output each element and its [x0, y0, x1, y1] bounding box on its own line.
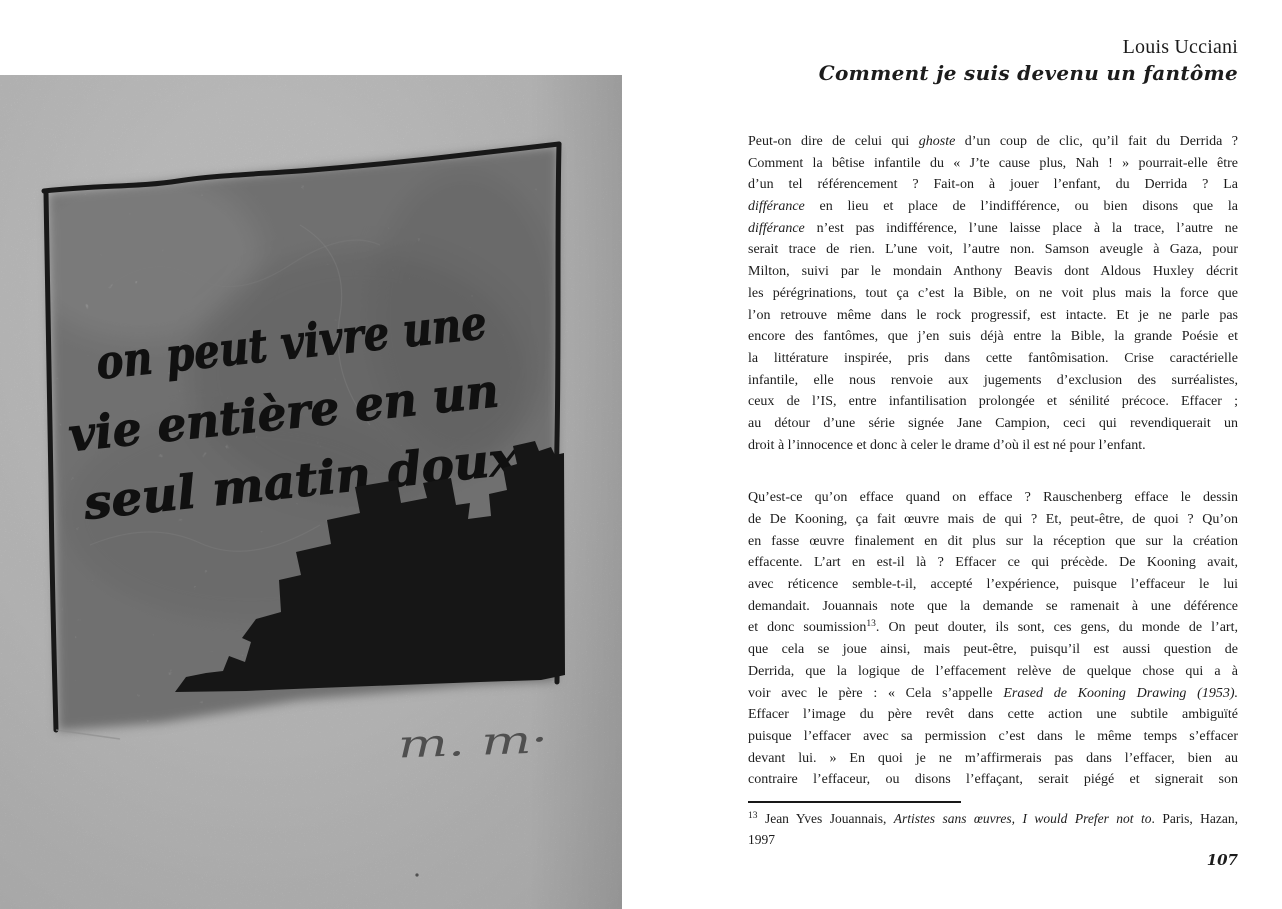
text-line — [748, 639, 1238, 661]
body-paragraph — [748, 487, 1238, 791]
text-line — [748, 617, 1238, 639]
text-line — [748, 131, 1238, 153]
body-text-segment: Jean Yves Jouannais, — [757, 811, 894, 826]
body-text-segment: Derrida, que la logique de l’effacement relève de quelque chose qui a à — [748, 663, 1238, 679]
text-line — [748, 829, 1238, 850]
italic-text: ghoste — [918, 134, 956, 149]
body-text-segment: d’un coup de clic, qu’il fait du Derrida ? — [955, 134, 1238, 149]
body-text-segment: effacente. L’art en est-il là ? Effacer ce qui précède. De Kooning avait, — [748, 555, 1238, 571]
footnote — [748, 808, 1238, 850]
body-text-segment: en lieu et place de l’indifférence, ou bien disons que la — [804, 199, 1238, 215]
body-text-segment: Qu’est-ce qu’on efface quand on efface ? Rauschenberg efface le dessin — [748, 490, 1238, 506]
text-line — [748, 596, 1238, 618]
text-line — [748, 370, 1238, 392]
text-line — [748, 196, 1238, 218]
footnote-marker: 13 — [866, 619, 876, 630]
text-line — [748, 748, 1238, 770]
page-number: 107 — [1206, 851, 1238, 869]
body-text-segment: droit à l’innocence et donc à celer le drame d’où il est né pour l’enfant. — [748, 437, 1146, 453]
body-text-segment: Milton, suivi par le mondain Anthony Beavis dont Aldous Huxley décrit — [748, 264, 1238, 280]
text-line — [748, 261, 1238, 283]
body-text-segment: la littérature inspirée, pris dans cette fantômisation. Crise caractérielle — [748, 350, 1238, 366]
body-text-segment: d’un tel référencement ? Fait-on à jouer l’enfant, du Derrida ? La — [748, 177, 1238, 193]
text-line — [748, 239, 1238, 261]
body-text-segment: infantile, elle nous renvoie aux jugements d’exclusion des surréalistes, — [748, 372, 1238, 388]
body-text-segment: 1997 — [748, 832, 775, 847]
right-page — [748, 0, 1238, 909]
body-text-segment: voir avec le père : « Cela s’appelle — [748, 685, 1004, 701]
handwritten-inscription-line-2: vie entière en un — [66, 362, 505, 463]
italic-text: différance — [748, 199, 805, 215]
body-text-segment: serait trace de rien. L’une voit, l’autre non. Samson aveugle à Gaza, pour — [748, 242, 1238, 258]
handwritten-inscription-line-3: seul matin doux — [81, 433, 498, 530]
text-line — [748, 326, 1238, 348]
text-line — [748, 348, 1238, 370]
text-line — [748, 391, 1238, 413]
text-line — [748, 218, 1238, 240]
body-text-segment: les pérégrinations, tout ça c’est la Bible, on ne voit plus mais la force que — [748, 285, 1238, 301]
body-paragraph — [748, 131, 1238, 456]
artist-signature: m. m· — [397, 718, 507, 767]
author-name: Louis Ucciani — [1122, 36, 1238, 58]
body-text-segment: contraire l’effaceur, ou disons l’effaçant, serait piégé et signerait son — [748, 772, 1238, 788]
text-line — [748, 574, 1238, 596]
handwritten-inscription-line-1: on peut vivre une — [93, 289, 546, 390]
text-line — [748, 683, 1238, 705]
text-line — [748, 153, 1238, 175]
footnote-rule — [748, 801, 961, 803]
paper-speck — [415, 873, 418, 876]
chapter-title: Comment je suis devenu un fantôme — [818, 61, 1238, 85]
body-text-segment: l’on retrouve même dans le rock progressif, est intacte. Et je ne parle pas — [748, 307, 1238, 323]
text-line — [748, 413, 1238, 435]
body-text-segment: au détour d’une série signée Jane Campion, ceci qui revendiquerait un — [748, 415, 1238, 431]
text-line — [748, 487, 1238, 509]
body-text-segment: en fasse œuvre finalement en dit plus sur la réception que sur la création — [748, 533, 1238, 549]
body-text-segment: Peut-on dire de celui qui — [748, 134, 919, 149]
text-line — [748, 552, 1238, 574]
text-line — [748, 726, 1238, 748]
text-line — [748, 769, 1238, 791]
drawing-photo-svg — [0, 75, 622, 909]
text-line — [748, 808, 1238, 829]
italic-text: différance — [748, 220, 805, 236]
body-text-segment: . On peut douter, ils sont, ces gens, du monde de l’art, — [875, 620, 1238, 636]
text-line — [748, 174, 1238, 196]
body-text-segment: demandait. Jouannais note que la demande se ramenait à une déférence — [748, 598, 1238, 614]
body-text-segment: avec réticence semble-t-il, accepté l’expérience, puisque l’effaceur le lui — [748, 577, 1238, 593]
italic-text: Erased de Kooning Drawing (1953). — [1003, 685, 1238, 701]
body-text — [748, 131, 1238, 822]
text-line — [748, 283, 1238, 305]
body-text-segment: encore des fantômes, que j’en suis déjà entre la Bible, la grande Poésie et — [748, 329, 1238, 345]
text-line — [748, 661, 1238, 683]
footnote-marker: 13 — [748, 811, 758, 821]
body-text-segment: puisque l’effacer avec sa permission c’est dans le même temps s’effacer — [748, 728, 1238, 744]
italic-text: Artistes sans œuvres, I would Prefer not to — [893, 811, 1152, 826]
body-text-segment: . Paris, Hazan, — [1151, 811, 1238, 826]
body-text-segment: de De Kooning, ça fait œuvre mais de qui ? Et, peut-être, de quoi ? Qu’on — [748, 512, 1238, 527]
artwork-photograph — [0, 75, 622, 909]
body-text-segment: et donc soumission — [748, 620, 867, 636]
body-text-segment: n’est pas indifférence, l’une laisse place à la trace, l’autre ne — [804, 220, 1238, 236]
body-text-segment: devant lui. » En quoi je ne m’affirmerais pas dans l’effacer, bien au — [748, 750, 1238, 766]
body-text-segment: que cela se joue ainsi, mais peut-être, puisqu’il est aussi question de — [748, 642, 1238, 658]
body-text-segment: Comment la bêtise infantile du « J’te cause plus, Nah ! » pourrait-elle être — [748, 155, 1238, 171]
body-text-segment: Effacer l’image du père revêt dans cette action une subtile ambiguïté — [748, 707, 1238, 723]
text-line — [748, 435, 1238, 457]
body-text-segment: ceux de l’IS, entre infantilisation prolongée et sénilité précoce. Effacer ; — [748, 394, 1238, 410]
text-line — [748, 531, 1238, 553]
text-line — [748, 704, 1238, 726]
text-line — [748, 305, 1238, 327]
text-line — [748, 509, 1238, 531]
